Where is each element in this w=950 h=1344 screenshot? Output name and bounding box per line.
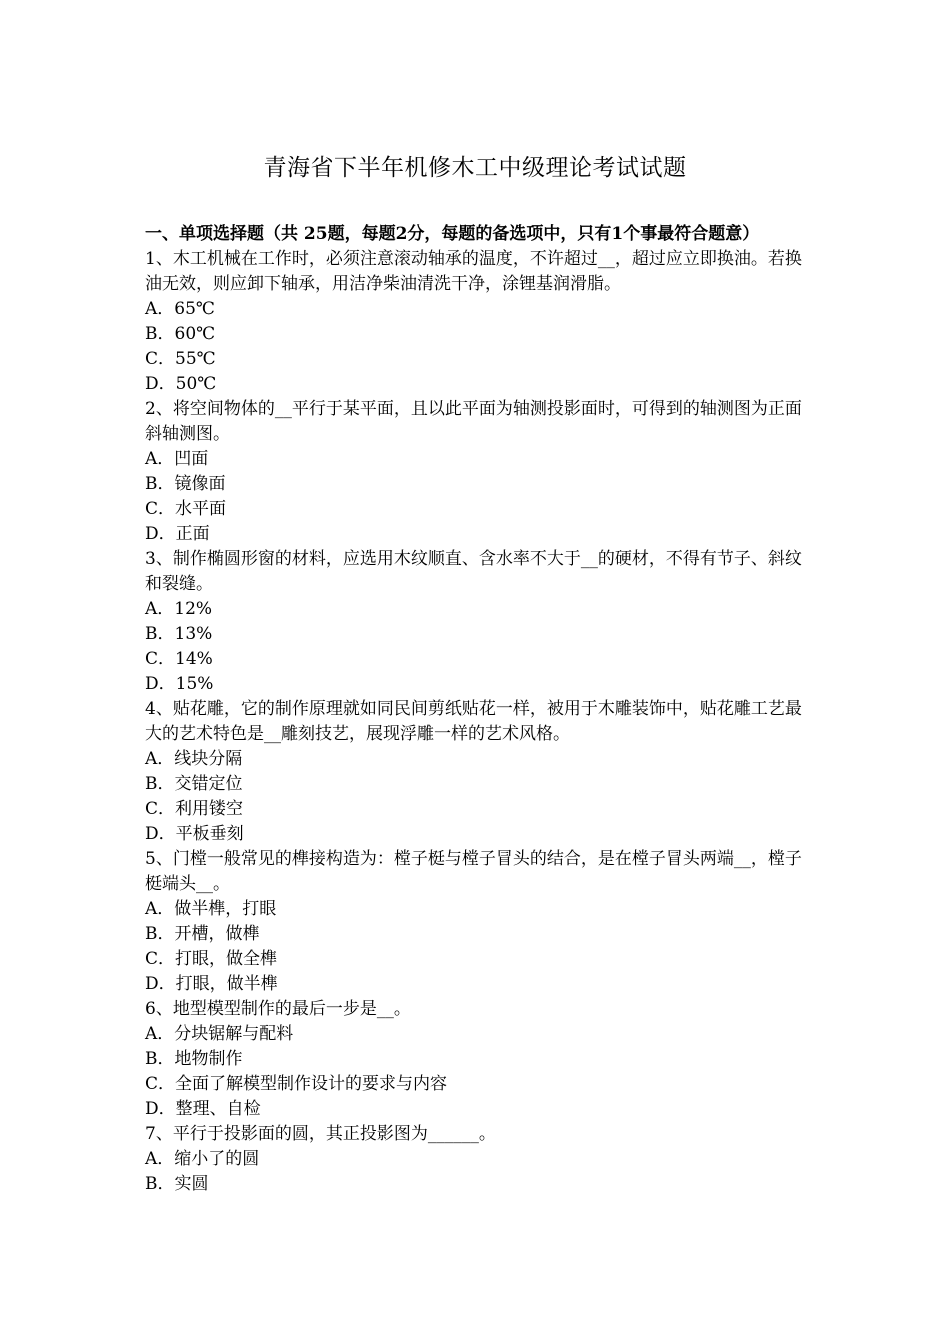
option-text: 65℃	[174, 299, 215, 319]
option-letter: C．	[145, 1074, 176, 1094]
option-text: 分块锯解与配料	[174, 1024, 294, 1044]
option-letter: C．	[145, 499, 176, 519]
option-letter: A．	[145, 899, 175, 919]
option-letter: A．	[145, 299, 175, 319]
option-letter: C．	[145, 349, 176, 369]
option-letter: C．	[145, 649, 176, 669]
option-text: 地物制作	[174, 1049, 243, 1069]
answer-option	[145, 972, 810, 997]
option-text: 开槽，做榫	[174, 924, 260, 944]
option-text: 打眼，做全榫	[175, 949, 278, 969]
document-title: 青海省下半年机修木工中级理论考试试题	[263, 155, 687, 181]
option-letter: D．	[145, 824, 176, 844]
option-text: 60℃	[174, 324, 216, 344]
answer-option	[145, 347, 810, 372]
option-letter: C．	[145, 799, 176, 819]
option-letter: B．	[145, 1049, 175, 1069]
option-text: 整理、自检	[175, 1099, 261, 1119]
option-letter: D．	[145, 674, 176, 694]
question-item	[145, 847, 810, 997]
answer-option	[145, 822, 810, 847]
question-list	[145, 247, 810, 1197]
option-text: 13%	[174, 624, 213, 644]
option-letter: C．	[145, 949, 176, 969]
answer-option	[145, 672, 810, 697]
option-letter: A．	[145, 1024, 175, 1044]
option-text: 水平面	[175, 499, 227, 519]
option-text: 正面	[175, 524, 210, 544]
answer-option	[145, 797, 810, 822]
answer-option	[145, 447, 810, 472]
answer-option	[145, 772, 810, 797]
option-text: 55℃	[175, 349, 216, 369]
section-heading: 一、单项选择题（共 25题，每题2分，每题的备选项中，只有1个事最符合题意）	[145, 224, 760, 244]
option-text: 利用镂空	[175, 799, 244, 819]
question-stem: 3、制作椭圆形窗的材料，应选用木纹顺直、含水率不大于__的硬材，不得有节子、斜纹和裂缝。	[145, 549, 802, 594]
answer-option	[145, 597, 810, 622]
option-letter: A．	[145, 599, 175, 619]
answer-option	[145, 322, 810, 347]
answer-option	[145, 522, 810, 547]
document-body	[145, 222, 810, 1197]
question-stem: 7、平行于投影面的圆，其正投影图为______。	[145, 1124, 496, 1144]
option-letter: D．	[145, 524, 176, 544]
question-stem: 6、地型模型制作的最后一步是__。	[145, 999, 411, 1019]
option-letter: B．	[145, 1174, 175, 1194]
option-letter: D．	[145, 1099, 176, 1119]
answer-option	[145, 647, 810, 672]
answer-option	[145, 1072, 810, 1097]
option-letter: B．	[145, 474, 175, 494]
option-text: 镜像面	[174, 474, 226, 494]
answer-option	[145, 1047, 810, 1072]
option-text: 线块分隔	[174, 749, 243, 769]
question-stem: 5、门樘一般常见的榫接构造为：樘子梃与樘子冒头的结合，是在樘子冒头两端__，樘子梃端头__。	[145, 849, 802, 894]
option-text: 凹面	[174, 449, 209, 469]
answer-option	[145, 922, 810, 947]
answer-option	[145, 1172, 810, 1197]
option-letter: B．	[145, 624, 175, 644]
question-item	[145, 1122, 810, 1197]
option-text: 50℃	[175, 374, 217, 394]
question-item	[145, 547, 810, 697]
question-item	[145, 997, 810, 1122]
option-text: 做半榫，打眼	[174, 899, 277, 919]
option-letter: B．	[145, 774, 175, 794]
question-stem: 4、贴花雕，它的制作原理就如同民间剪纸贴花一样，被用于木雕装饰中，贴花雕工艺最大的艺术特色是__雕刻技艺，展现浮雕一样的艺术风格。	[145, 699, 802, 744]
option-text: 打眼，做半榫	[175, 974, 278, 994]
option-letter: D．	[145, 974, 176, 994]
question-stem: 1、木工机械在工作时，必须注意滚动轴承的温度，不许超过__，超过应立即换油。若换油无效，则应卸下轴承，用洁净柴油清洗干净，涂锂基润滑脂。	[145, 249, 802, 294]
option-text: 缩小了的圆	[174, 1149, 260, 1169]
option-text: 平板垂刻	[175, 824, 244, 844]
answer-option	[145, 497, 810, 522]
question-stem: 2、将空间物体的__平行于某平面，且以此平面为轴测投影面时，可得到的轴测图为正面斜轴测图。	[145, 399, 802, 444]
answer-option	[145, 897, 810, 922]
option-text: 交错定位	[174, 774, 243, 794]
option-letter: B．	[145, 924, 175, 944]
question-item	[145, 397, 810, 547]
option-letter: A．	[145, 1149, 175, 1169]
option-letter: A．	[145, 449, 175, 469]
answer-option	[145, 472, 810, 497]
option-text: 12%	[174, 599, 213, 619]
answer-option	[145, 297, 810, 322]
option-letter: A．	[145, 749, 175, 769]
answer-option	[145, 1097, 810, 1122]
answer-option	[145, 747, 810, 772]
option-letter: B．	[145, 324, 175, 344]
answer-option	[145, 947, 810, 972]
question-item	[145, 697, 810, 847]
option-text: 实圆	[174, 1174, 209, 1194]
option-letter: D．	[145, 374, 176, 394]
option-text: 14%	[175, 649, 213, 669]
option-text: 全面了解模型制作设计的要求与内容	[175, 1074, 448, 1094]
answer-option	[145, 1147, 810, 1172]
question-item	[145, 247, 810, 397]
answer-option	[145, 1022, 810, 1047]
option-text: 15%	[175, 674, 214, 694]
answer-option	[145, 372, 810, 397]
answer-option	[145, 622, 810, 647]
